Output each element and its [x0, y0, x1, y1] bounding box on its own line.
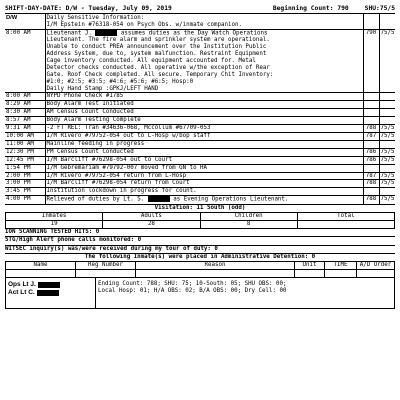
log-row — [5, 196, 395, 204]
log-row — [5, 172, 395, 180]
log-entry — [45, 156, 363, 164]
log-entry-text: NYPD Phone Check #1785 — [46, 93, 124, 100]
vis-header-total: Total — [297, 212, 394, 220]
log-time: 9:31 AM — [5, 125, 45, 133]
log-time: 10:00 AM — [5, 133, 45, 141]
log-shu — [379, 109, 395, 117]
log-entry-text: assumes duties as the Day Watch Operations — [120, 30, 268, 37]
log-entry-text: Detector checks conducted. All operative w/the exception of Rear — [46, 64, 270, 71]
log-entry-text: Address System, due to, system malfunction. Restraint Equipment — [46, 51, 267, 58]
log-entry-text: Gate. Roof Check completed. All secure. Temporary Chit Inventory: — [46, 71, 274, 78]
log-row — [5, 180, 395, 188]
log-entry-text: I/M Barcliff #76298-054 out to Court — [46, 156, 173, 163]
log-row — [5, 117, 395, 125]
log-entry-text: I/M Barcliff #76298-054 return from Court — [46, 180, 190, 187]
log-shu — [379, 164, 395, 172]
vis-header-children: Children — [200, 212, 297, 220]
log-shu: 75/5 — [379, 29, 395, 93]
ad-header-order: A/D Order — [357, 262, 395, 270]
ad-header-unit: Unit — [295, 262, 325, 270]
redaction-bar — [37, 290, 59, 296]
log-count — [363, 117, 379, 125]
log-count — [363, 188, 379, 196]
vis-inmates: 19 — [6, 220, 103, 228]
log-entry — [45, 133, 363, 141]
log-table — [5, 14, 395, 205]
witsec-inquiries: WITSEC inquiry(s) was/were received during my tour of duty: 0 — [5, 246, 395, 255]
log-entry-text: as Evening Operations Lieutenant. — [173, 196, 289, 203]
log-shu: 75/5 — [380, 156, 395, 163]
ad-header-reason: Reason — [136, 262, 295, 270]
redaction-bar — [38, 282, 60, 288]
act-lt-signature: Act Lt C. — [8, 289, 35, 297]
log-entry — [45, 125, 363, 133]
sensitive-info: Daily Sensitive Information: I/M Epstein #76318-054 on Psych Obs. w/inmate companion. — [46, 15, 242, 28]
log-entry-text: AM Census Count Conducted — [46, 109, 134, 116]
log-time: 4:00 PM — [5, 196, 45, 204]
log-time: 11:00 AM — [5, 140, 45, 148]
log-count: 788 — [363, 180, 379, 188]
log-entry-text: Unable to conduct PREA announcement over the Institution Public — [46, 44, 267, 51]
ops-lt-signature: Ops Lt J. — [8, 281, 36, 289]
log-count: 787 — [363, 133, 379, 141]
log-row — [5, 125, 395, 133]
log-entry — [45, 140, 363, 148]
log-count: 788 — [363, 125, 379, 133]
log-entry-text: Lieutenant J. — [46, 30, 92, 37]
log-count: 790 — [363, 29, 379, 93]
log-shu — [379, 188, 395, 196]
log-shu: 75/5 — [380, 125, 395, 132]
log-count: 788 — [363, 196, 379, 204]
redaction-bar — [148, 196, 170, 202]
log-row — [5, 29, 395, 93]
log-entry — [45, 188, 363, 196]
log-shu — [379, 140, 395, 148]
shift-footer — [5, 278, 395, 309]
visitation-table — [5, 212, 395, 229]
log-entry-text: Lieutenant. The fire alarm and sprinkler system are operational. — [46, 37, 270, 44]
log-entry-text: Cage inventory conducted. All equipment accounted for. Metal — [46, 57, 256, 64]
visitation-title: Visitation: 11 South (odd) — [154, 204, 246, 211]
log-shu: 75/5 — [380, 148, 395, 155]
shift-day-date: SHIFT-DAY-DATE: D/W - Tuesday, July 09, 2019 — [5, 4, 172, 12]
vis-children: 8 — [200, 220, 297, 228]
log-row — [5, 188, 395, 196]
log-count — [363, 109, 379, 117]
log-row — [5, 101, 395, 109]
log-row — [5, 109, 395, 117]
log-entry — [45, 101, 363, 109]
log-row — [5, 140, 395, 148]
beginning-count: Beginning Count: 790 — [272, 4, 349, 12]
log-count: 786 — [363, 148, 379, 156]
log-time: 8:29 AM — [5, 101, 45, 109]
log-count — [363, 164, 379, 172]
log-entry — [45, 117, 363, 125]
log-time: 3:45 PM — [5, 188, 45, 196]
vis-header-adults: Adults — [103, 212, 200, 220]
signatures — [6, 278, 95, 308]
log-time: 2:00 PM — [5, 172, 45, 180]
log-count — [363, 140, 379, 148]
log-time: 12:30 PM — [5, 148, 45, 156]
log-count — [363, 101, 379, 109]
log-entry-text: PM Census Count Conducted — [46, 148, 134, 155]
log-entry-text: -2 FT REL: Tran #34636-068, Mccollum #67709-053 — [46, 125, 211, 132]
vis-total — [297, 220, 394, 228]
log-count — [363, 93, 379, 101]
log-entry-text: Relieved of duties by Lt. S. — [46, 196, 145, 203]
log-row — [5, 156, 395, 164]
log-time: 8:00 AM — [5, 29, 45, 93]
log-entry — [45, 109, 363, 117]
vis-header-inmates: Inmates — [6, 212, 103, 220]
log-entry — [45, 29, 363, 93]
log-count: 787 — [363, 172, 379, 180]
shu-count: SHU:75/5 — [364, 4, 395, 12]
log-count: 786 — [363, 156, 379, 164]
ad-header-reg: Reg Number — [76, 262, 136, 270]
log-time: 8:30 AM — [5, 109, 45, 117]
log-entry-text: Mainline feeding in progress — [46, 140, 145, 147]
vis-adults: 28 — [103, 220, 200, 228]
log-entry — [45, 148, 363, 156]
log-entry-text: Institution lockdown in progress for count. — [46, 188, 197, 195]
log-time: 8:57 AM — [5, 117, 45, 125]
log-shu — [379, 101, 395, 109]
log-entry — [45, 93, 363, 101]
log-shu: 75/5 — [380, 133, 395, 139]
log-time: 8:00 AM — [5, 93, 45, 101]
log-row-sensitive — [5, 14, 395, 29]
ad-header-time: TIME — [325, 262, 357, 270]
log-row — [5, 164, 395, 172]
log-shu — [379, 93, 395, 101]
log-entry-text: I/M Rivero #79752-054 return from L-Hosp — [46, 172, 187, 179]
shift-code: D/W — [5, 14, 45, 29]
log-shu: 75/5 — [380, 172, 395, 179]
log-entry — [45, 164, 363, 172]
log-entry-text: Body Alarm Test Initiated — [46, 101, 134, 108]
log-entry — [45, 172, 363, 180]
log-row — [5, 93, 395, 101]
log-entry-text: I/M Rivero #79752-054 out to L-Hosp w/bop staff — [46, 133, 211, 139]
log-entry-text: Body Alarm Testing Complete — [46, 117, 141, 124]
admin-detention-table — [5, 261, 395, 278]
log-time: 12:45 PM — [5, 156, 45, 164]
log-entry — [45, 196, 363, 204]
log-row — [5, 148, 395, 156]
log-entry — [45, 180, 363, 188]
log-time: 1:54 PM — [5, 164, 45, 172]
log-entry-text: I/M Gebremariam #79792-007 moved from GN to HA — [46, 164, 208, 171]
log-shu — [379, 117, 395, 125]
log-entry-text: Daily Hand Stamp :GPKJ/LEFT HAND — [46, 85, 159, 92]
stg-calls: STG/High Alert phone calls monitored: 0 — [5, 237, 395, 246]
log-shu: 75/5 — [380, 196, 395, 203]
admin-detention-title: The following Inmate(s) were placed in Administrative Detention: 0 — [84, 254, 316, 261]
log-shu: 75/5 — [380, 180, 395, 187]
shift-header — [5, 3, 395, 14]
log-time: 3:00 PM — [5, 180, 45, 188]
ending-summary: Ending Count: 788; SHU: 75; 10-South: 05; SHU OBS: 00; Local Hosp: 01; H/A OBS: 02; B/A OBS: 00; Dry Cell: 00 — [95, 278, 394, 308]
redaction-bar — [95, 30, 117, 36]
ion-scanning: ION SCANNING TESTED HITS: 0 — [5, 229, 395, 238]
log-entry-text: #1:0; #2:5; #3:5; #4:6; #5:6; #6:5; Hosp:0 — [46, 78, 194, 85]
log-row — [5, 133, 395, 141]
ad-header-name: Name — [6, 262, 76, 270]
